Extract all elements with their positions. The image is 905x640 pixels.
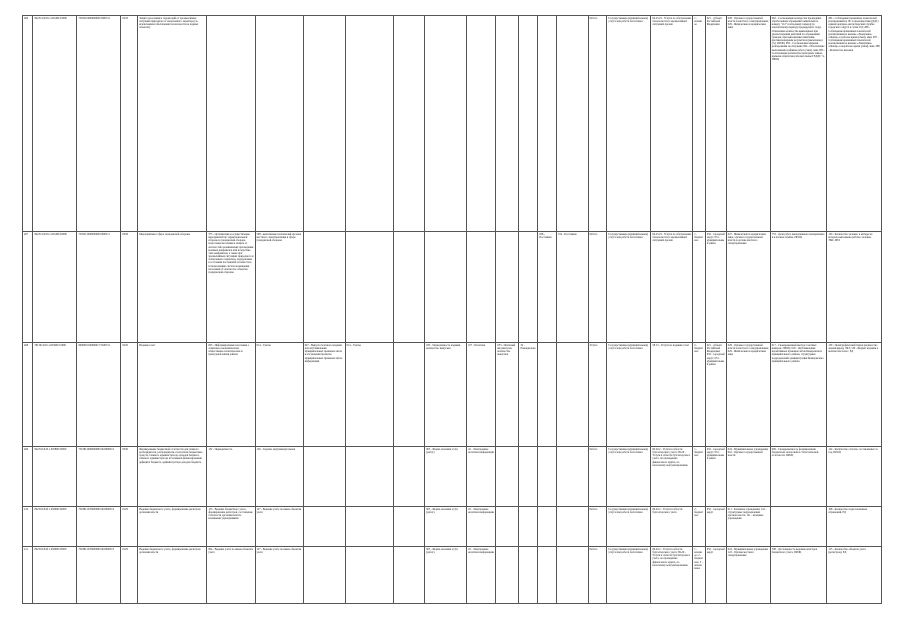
registry-code-cell: 842Э1Л.Р.45.1.025400 01000	[33, 16, 77, 232]
condition-1-cell	[425, 16, 467, 232]
periodicity-1-cell	[538, 343, 557, 447]
row-number-cell: 410	[23, 507, 33, 547]
paid-status-cell: Государственная (муниципальная) услуга или работа бесплатная	[607, 343, 651, 447]
volume-indicators-cell: 139 - Полиграфический тираж (количество экземпляров), ЭКЗ; 130 - Формат издания в количестве полос, ЕД	[827, 343, 882, 447]
code-cell: 0229	[121, 343, 138, 447]
condition-1-cell: 003 - Форма оказания услуг (работ)	[425, 447, 467, 507]
consumers-cell: 028 - Органы государственной власти и местного самоуправления; 029 - Физические и юридические лица	[726, 343, 770, 447]
paid-status-cell: Государственная (муниципальная) услуга или работа бесплатная	[607, 547, 651, 604]
registry-code-cell: 842Э10.Р.45.1.035800 03000	[33, 447, 77, 507]
content-2-cell: 127 - Ведение учета по иным объектам учета	[255, 507, 303, 547]
institution-type-cell: 1 - казенн ое	[693, 16, 706, 232]
okved-cell: 69.20.2 - Услуги в области бухгалтерского учета; 69.20 - Услуги в области бухгалтерского учета, по проведению финансового аудита, по налоговому консультированию	[651, 547, 693, 604]
quality-indicators-cell: 062 - Соотношение количества прошедших обработанных обращений заявителей по номеру "112" к исходному периоду (к аналогичному периоду предыдущего года). Отношение количества выявленных при удовлетворении действий по обращениям граждан, при выполнении зажигания, противопожарным результатом (выполнено) (%), ПРОЦ; 063 - Соотношение времени реагирования на ситуации; 064 - Обеспечение выполнения графиков работ (смен), мин; 065 - Соотношение количества повторных заявок, времени обработки рабочей смены ГЕДДС %, ПРОЦ	[770, 16, 827, 232]
condition-3-cell	[496, 507, 519, 547]
periodicity-2-cell: 012 - Постоянно	[557, 232, 588, 343]
unique-number-cell: 7503811270000000 0022000313	[77, 547, 121, 604]
table-row	[23, 547, 882, 604]
institution-type-cell: 2 - бюджет ное	[693, 343, 706, 447]
content-2-cell: 127 - Ведение учета по иным объектам учета	[255, 547, 303, 604]
institution-type-cell: 1 - бюджет ное	[693, 447, 706, 507]
condition-1-cell	[425, 232, 467, 343]
content-3-cell	[303, 232, 345, 343]
content-1-cell: 094 - Ведение учета по иным объектам учета	[207, 547, 255, 604]
content-4-cell	[345, 447, 393, 507]
row-number-cell: 407	[23, 232, 33, 343]
row-number-cell: 411	[23, 547, 33, 604]
content-2-cell: 598 - выполнение полномочий органов местного самоуправления в сфере гражданской обороны	[255, 232, 303, 343]
table-row	[23, 16, 882, 232]
condition-4-cell	[519, 507, 538, 547]
level-cell: 032 - городской округ	[705, 547, 726, 604]
content-4-cell	[345, 547, 393, 604]
content-5-cell	[393, 343, 424, 447]
consumers-cell: 011 - Казенные учреждения; 122 - структурные подразделения органов власти; 121 - казенные учреждения	[726, 507, 770, 547]
services-registry-table	[22, 15, 882, 604]
periodicity-1-cell: 028 - Постоянно	[538, 232, 557, 343]
content-5-cell	[393, 232, 424, 343]
row-number-cell: 408	[23, 343, 33, 447]
level-cell: 032 - городской округ	[705, 507, 726, 547]
code-cell: 0258	[121, 232, 138, 343]
row-number-cell: 409	[23, 447, 33, 507]
condition-1-cell: 005 - Форма оказания услуг (работ)	[425, 507, 467, 547]
unique-number-cell: 7503211000000000 0000311	[77, 232, 121, 343]
table-row	[23, 447, 882, 507]
periodicity-2-cell	[557, 447, 588, 507]
condition-2-cell: 017 - Печатная	[467, 343, 496, 447]
periodicity-1-cell	[538, 447, 557, 507]
okved-cell: 04.25.19 - Услуги по обеспечению безопасности в чрезвычайных ситуациях прочие	[651, 232, 693, 343]
paid-status-cell: Государственная (муниципальная) услуга или работа бесплатная	[607, 447, 651, 507]
content-4-cell	[345, 16, 393, 232]
kind-cell: Работа	[588, 16, 607, 232]
periodicity-2-cell	[557, 16, 588, 232]
okved-cell: 04.25.19 - Услуги по обеспечению безопасности в чрезвычайных ситуациях прочие	[651, 16, 693, 232]
registry-code-cell: 842Э10.Р.45.1.032900 03000	[33, 547, 77, 604]
quality-indicators-cell: 099 - Своевременность формирования бюджетной, налоговой и статистической отчетности, ПРОЦ	[770, 447, 827, 507]
service-name-cell: Защита населения и территорий от чрезвычайных ситуаций природного и техногенного характера (за исключением обеспечения безопасности на водных объектах)	[138, 16, 207, 232]
condition-4-cell: 32 - Еженедельно	[519, 343, 538, 447]
institution-type-cell: 1 - бюджет ное	[693, 232, 706, 343]
paid-status-cell: Государственная (муниципальная) услуга или работа бесплатная	[607, 232, 651, 343]
unique-number-cell: 6000910100000017 0020311	[77, 343, 121, 447]
level-cell: 032 - городской округ; 031 - муниципальный район	[705, 232, 726, 343]
registry-code-cell: 842Э1Л.Р.45.1.025400 02000	[33, 232, 77, 343]
table-row	[23, 343, 882, 447]
content-4-cell: 014 - Газеты	[345, 343, 393, 447]
condition-1-cell: 005 - Форма оказания услуг (работ)	[425, 547, 467, 604]
condition-2-cell: 22 - Электронные носители информации	[467, 547, 496, 604]
kind-cell: Работа	[588, 547, 607, 604]
volume-indicators-cell: 284 - Соблюдение временных показателей реагирования на ЧС и происшествия (ДДС) единой дежурно-диспетчерской службы городского округа в сутки, ЕД; 286 - Соблюдение временных показателей реагирования на вызовы «Эвакуация» «Пожар» в рабочее время (смен), мин; 287 - Соблюдение временных показателей реагирования на вызовы «Эвакуация» «Пожар» в нерабочее время (смен), мин; 288 - Количество вызовов	[827, 16, 882, 232]
paid-status-cell: Государственная (муниципальная) услуга или работа бесплатная	[607, 507, 651, 547]
quality-indicators-cell	[770, 507, 827, 547]
consumers-cell: 024 - Муниципальные учреждения; 122 - Органы местного самоуправления	[726, 547, 770, 604]
content-3-cell	[303, 507, 345, 547]
volume-indicators-cell: 130 - Количество человек, в интересах которых выполнены работы, человек, ТЫС.ЧЕЛ	[827, 232, 882, 343]
condition-2-cell	[467, 16, 496, 232]
condition-3-cell	[496, 16, 519, 232]
service-name-cell: Мероприятия в сфере гражданской обороны	[138, 232, 207, 343]
paid-status-cell: Государственная (муниципальная) услуга или работа бесплатная	[607, 16, 651, 232]
content-5-cell	[393, 16, 424, 232]
content-4-cell	[345, 507, 393, 547]
content-3-cell	[303, 16, 345, 232]
service-name-cell: Издание газет	[138, 343, 207, 447]
code-cell: 0129	[121, 547, 138, 604]
quality-indicators-cell: 017 - Своевременный выпуск газетных номеров, ПРОЦ; 018 - Опубликование нормативных правовых актов Кемеровского муниципального района, структурных подразделений администрации Кемеровского муниципального района	[770, 343, 827, 447]
condition-2-cell: 22 - Электронные носители информации	[467, 447, 496, 507]
service-name-cell: Ведение бюджетного учета, формирование регистров органами власти	[138, 547, 207, 604]
condition-2-cell	[467, 232, 496, 343]
level-cell: 032 - городской округ; 031 - муниципальный район	[705, 447, 726, 507]
kind-cell: Работа	[588, 447, 607, 507]
table-row	[23, 507, 882, 547]
registry-code-cell: 842Э10.Р.45.1.032900 02000	[33, 507, 77, 547]
unique-number-cell: 7503811270000000 0022000314	[77, 507, 121, 547]
kind-cell: Работа	[588, 507, 607, 547]
content-1-cell	[207, 16, 255, 232]
periodicity-1-cell	[538, 16, 557, 232]
kind-cell: Работа	[588, 232, 607, 343]
condition-3-cell	[496, 547, 519, 604]
consumers-cell: 028 - Органы государственной власти и местного самоуправления; 029 - Физические и юридические лица	[726, 16, 770, 232]
condition-2-cell: 22 - Электронные носители информации	[467, 507, 496, 547]
quality-indicators-cell: 753 - Доля работ, выполненных своевременно и в полном объёме, ПРОЦ	[770, 232, 827, 343]
content-2-cell	[255, 16, 303, 232]
periodicity-2-cell	[557, 547, 588, 604]
consumers-cell: 027 - Физические и юридические лица; органы государственной власти и органы местного самоуправления	[726, 232, 770, 343]
institution-type-cell: 2 - бюджет ное	[693, 507, 706, 547]
condition-1-cell: 035 - Периодичность издания, количество выпусков	[425, 343, 467, 447]
volume-indicators-cell: 124 - Количество отчетов, составленных за год, ПРОЦ	[827, 447, 882, 507]
code-cell: 0336	[121, 447, 138, 507]
condition-4-cell	[519, 547, 538, 604]
content-2-cell: 126 - Годовая, внутриквартальная	[255, 447, 303, 507]
row-number-cell: 406	[23, 16, 33, 232]
condition-3-cell	[496, 232, 519, 343]
content-5-cell	[393, 507, 424, 547]
table-row	[23, 232, 882, 343]
okved-cell: 69.20.2 - Услуги в области бухгалтерского учета; 69.20 - Услуги в области бухгалтерского учета, по проведению финансового аудита, по налоговому консультированию	[651, 447, 693, 507]
content-5-cell	[393, 547, 424, 604]
level-cell: 021 - субъект Российской Федерации; 032 - городской округ; 031 - муниципальный район	[705, 343, 726, 447]
service-name-cell: Формирование бюджетной отчетности для главного распорядителя, распорядителя, получателя бюджетных средств, главного администратора доходов бюджета, главного администратора источников финансирования дефицита бюджета, администратора доходов бюджета	[138, 447, 207, 507]
content-3-cell	[303, 547, 345, 604]
periodicity-2-cell	[557, 343, 588, 447]
level-cell: 021 - субъект Российской Федерации	[705, 16, 726, 232]
code-cell: 0243	[121, 16, 138, 232]
okved-cell: 58.13 - Услуги по изданию газет	[651, 343, 693, 447]
condition-4-cell	[519, 447, 538, 507]
content-1-cell: 063 - Информирование населения о социально-экономическом, общественно-политическом и культурной жизни района	[207, 343, 255, 447]
condition-3-cell	[496, 447, 519, 507]
periodicity-2-cell	[557, 507, 588, 547]
content-3-cell: 047 - Выпуск печатного издания для опубликования муниципальных правовых актов и обсуждения проектов муниципальных правовых актов, информации	[303, 343, 345, 447]
condition-4-cell	[519, 232, 538, 343]
condition-3-cell: 033 - Печатный вид выпуска, количество выпусков	[496, 343, 519, 447]
content-1-cell: 373 - Организация и осуществление мероприятий по территориальной обороне и гражданской обороне, подготовка населения к защите от опасностей, возникающих при ведении военных конфликтов или вследствие этих конфликтов, а также при чрезвычайных ситуациях природного и техногенного характера, поддержание в состоянии постоянной готовности к использованию систем оповещения населения об опасности, объектов гражданской обороны	[207, 232, 255, 343]
code-cell: 0129	[121, 507, 138, 547]
consumers-cell: 024 - Муниципальные учреждения; 016 - Органы государственной власти	[726, 447, 770, 507]
volume-indicators-cell: 108 - Количество подготовленных обращений, ЕД	[827, 507, 882, 547]
condition-4-cell	[519, 16, 538, 232]
volume-indicators-cell: 125 - Количество объектов учета (регистров), ЕД	[827, 547, 882, 604]
unique-number-cell: 7501811000000000 0022000312	[77, 447, 121, 507]
content-1-cell: 132 - Периодичность	[207, 447, 255, 507]
service-name-cell: Ведение бюджетного учета, формирование регистров органами власти	[138, 507, 207, 547]
unique-number-cell: 7503210000000000 0000311	[77, 16, 121, 232]
quality-indicators-cell: 798 - Достоверность ведения регистров бюджетного учета, ПРОЦ	[770, 547, 827, 604]
content-2-cell: 014 - Газеты	[255, 343, 303, 447]
content-3-cell	[303, 447, 345, 507]
content-5-cell	[393, 447, 424, 507]
registry-code-cell: 581301.Р.45.1.025900 01000	[33, 343, 77, 447]
periodicity-1-cell	[538, 547, 557, 604]
periodicity-1-cell	[538, 507, 557, 547]
content-4-cell	[345, 232, 393, 343]
kind-cell: Услуга	[588, 343, 607, 447]
okved-cell: 69.20.2 - Услуги в области бухгалтерского учета	[651, 507, 693, 547]
institution-type-cell: 1 - казенн ое; 2 - бюджет ное; 3 - автоно мное	[693, 547, 706, 604]
content-1-cell: 125 - Ведение бюджетного учета, формирование регистров; составление отчетности органами власти, казенными учреждениями	[207, 507, 255, 547]
